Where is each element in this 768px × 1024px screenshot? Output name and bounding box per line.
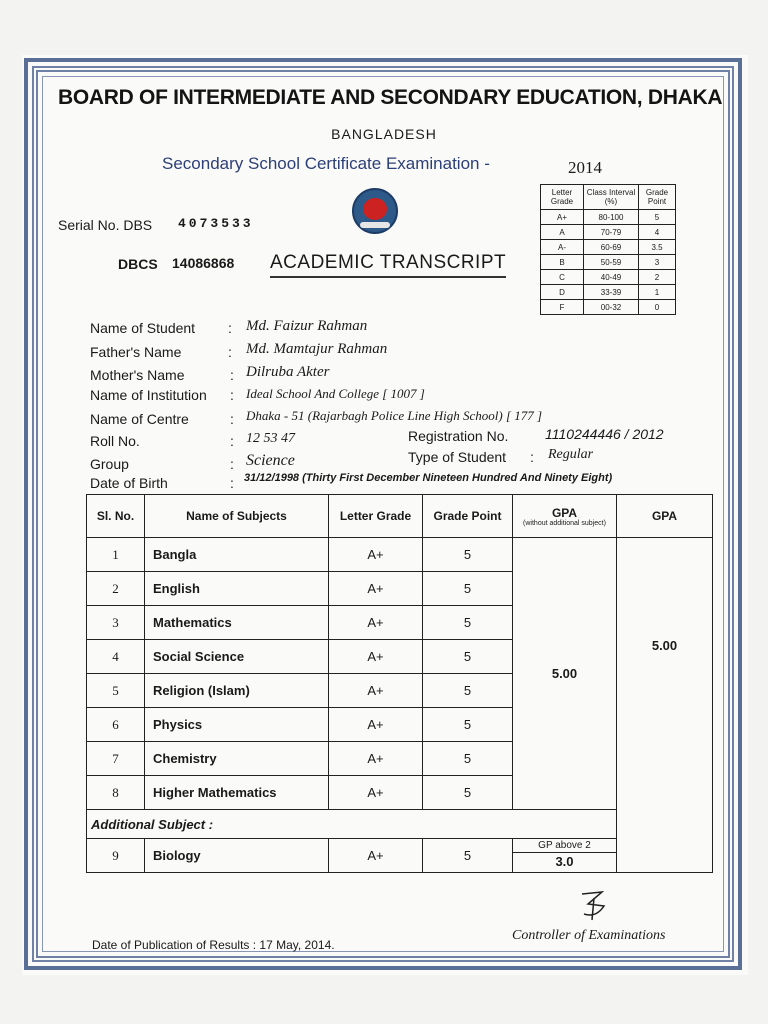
grade-point-cell: 5 [423,708,513,742]
letter-grade-cell: A+ [329,640,423,674]
sl-cell: 5 [87,674,145,708]
sl-cell: 2 [87,572,145,606]
letter-grade-cell: A+ [329,606,423,640]
scale-cell: 3.5 [639,240,676,255]
subject-cell: Biology [145,839,329,873]
mother-name-label: Mother's Name [90,367,185,383]
scale-cell: 70-79 [584,225,639,240]
gpa-total: 5.00 [617,538,713,873]
colon: : [230,411,234,427]
grade-point-cell: 5 [423,538,513,572]
student-type: Regular [548,447,594,462]
letter-grade-cell: A+ [329,839,423,873]
subject-cell: Chemistry [145,742,329,776]
header-grade-point: Grade Point [423,495,513,538]
document-title: ACADEMIC TRANSCRIPT [270,252,506,278]
country-name: BANGLADESH [331,126,437,142]
gpa-header-note: (without additional subject) [523,519,606,527]
scale-cell: C [541,270,584,285]
scale-header: Grade Point [639,185,676,210]
centre-name: Dhaka - 51 (Rajarbagh Police Line High School) [ 177 ] [246,408,543,423]
mother-name: Dilruba Akter [246,364,330,380]
grade-point-cell: 5 [423,742,513,776]
subject-cell: Higher Mathematics [145,776,329,810]
scale-cell: 4 [639,225,676,240]
centre-label: Name of Centre [90,411,189,427]
father-name: Md. Mamtajur Rahman [246,341,388,357]
scale-cell: A [541,225,584,240]
subject-cell: Bangla [145,538,329,572]
header-letter-grade: Letter Grade [329,495,423,538]
student-type-label: Type of Student [408,449,507,465]
additional-subject-label: Additional Subject : [87,810,617,839]
sl-cell: 3 [87,606,145,640]
subject-cell: English [145,572,329,606]
subject-cell: Mathematics [145,606,329,640]
grade-point-cell: 5 [423,640,513,674]
grade-point-cell: 5 [423,776,513,810]
father-name-label: Father's Name [90,344,182,360]
header-gpa: GPA [617,495,713,538]
colon: : [530,449,534,465]
colon: : [230,367,234,383]
letter-grade-cell: A+ [329,674,423,708]
gp-above-label: GP above 2 [513,840,616,853]
sl-cell: 7 [87,742,145,776]
gpa-header-label: GPA [551,505,578,520]
sl-cell: 9 [87,839,145,873]
scale-cell: 2 [639,270,676,285]
grade-point-cell: 5 [423,839,513,873]
serial-label: Serial No. DBS [58,217,153,233]
colon: : [230,433,234,449]
registration-number: 1110244446 / 2012 [545,426,664,442]
dbcs-label: DBCS [118,256,158,272]
header-subject: Name of Subjects [145,495,329,538]
institution-label: Name of Institution [90,387,207,403]
grade-point-cell: 5 [423,572,513,606]
gp-above-cell [513,839,617,873]
sl-cell: 4 [87,640,145,674]
signature-icon [576,888,612,924]
subject-cell: Physics [145,708,329,742]
institution-name: Ideal School And College [ 1007 ] [246,386,425,401]
subject-cell: Religion (Islam) [145,674,329,708]
scale-cell: A+ [541,210,584,225]
scale-cell: 40-49 [584,270,639,285]
colon: : [228,344,232,360]
letter-grade-cell: A+ [329,708,423,742]
scale-cell: F [541,300,584,315]
registration-label: Registration No. [408,428,509,444]
roll-label: Roll No. [90,433,140,449]
board-title: BOARD OF INTERMEDIATE AND SECONDARY EDUCATION, DHAKA [58,86,723,109]
colon: : [228,320,232,336]
publication-date: Date of Publication of Results : 17 May, 2014. [92,938,335,952]
scale-cell: 80-100 [584,210,639,225]
subject-cell: Social Science [145,640,329,674]
serial-value: 4073533 [178,216,254,231]
letter-grade-cell: A+ [329,572,423,606]
scale-cell: 50-59 [584,255,639,270]
scale-cell: B [541,255,584,270]
colon: : [230,456,234,472]
gp-above-value: 3.0 [555,854,574,869]
colon: : [230,387,234,403]
table-row [87,538,713,572]
exam-year: 2014 [568,158,602,177]
scale-cell: A- [541,240,584,255]
dob-value: 31/12/1998 (Thirty First December Nineteen Hundred And Ninety Eight) [244,472,613,484]
grade-point-cell: 5 [423,674,513,708]
header-gpa-without-additional [513,495,617,538]
exam-name: Secondary School Certificate Examination - [162,154,490,173]
scale-cell: 60-69 [584,240,639,255]
header-sl: Sl. No. [87,495,145,538]
roll-number: 12 53 47 [246,431,295,446]
board-seal-icon [352,188,398,234]
sl-cell: 6 [87,708,145,742]
scale-cell: 1 [639,285,676,300]
grading-scale-table [540,184,676,315]
letter-grade-cell: A+ [329,776,423,810]
sl-cell: 8 [87,776,145,810]
dbcs-value: 14086868 [172,255,235,271]
scale-cell: D [541,285,584,300]
scale-header: Letter Grade [541,185,584,210]
scale-cell: 0 [639,300,676,315]
scale-cell: 3 [639,255,676,270]
grade-point-cell: 5 [423,606,513,640]
scale-cell: 5 [639,210,676,225]
dob-label: Date of Birth [90,475,168,491]
letter-grade-cell: A+ [329,538,423,572]
controller-signature-label: Controller of Examinations [512,928,666,943]
colon: : [230,475,234,491]
group-value: Science [246,452,295,469]
student-name: Md. Faizur Rahman [246,318,368,334]
student-name-label: Name of Student [90,320,196,336]
letter-grade-cell: A+ [329,742,423,776]
group-label: Group [90,456,129,472]
sl-cell: 1 [87,538,145,572]
scale-header: Class Interval (%) [584,185,639,210]
scale-cell: 33-39 [584,285,639,300]
results-table [86,494,713,873]
gpa-without-additional: 5.00 [513,538,617,810]
scale-cell: 00-32 [584,300,639,315]
